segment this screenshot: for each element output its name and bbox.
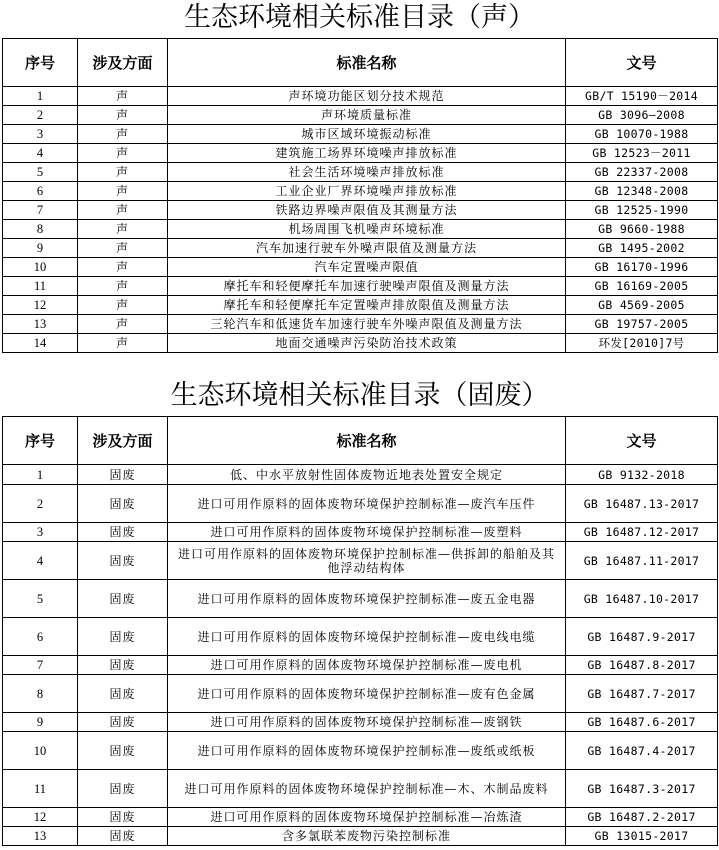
row-number: 7 bbox=[3, 201, 78, 220]
row-standard-code: GB 4569-2005 bbox=[566, 296, 718, 315]
row-aspect: 固废 bbox=[78, 580, 168, 618]
row-standard-name: 进口可用作原料的固体废物环境保护控制标准—废钢铁 bbox=[168, 713, 566, 732]
row-number: 3 bbox=[3, 125, 78, 144]
row-standard-name: 进口可用作原料的固体废物环境保护控制标准—供拆卸的船舶及其他浮动结构体 bbox=[168, 542, 566, 580]
table-row bbox=[3, 182, 718, 201]
row-number: 5 bbox=[3, 580, 78, 618]
row-standard-name: 社会生活环境噪声排放标准 bbox=[168, 163, 566, 182]
col-header-name: 标准名称 bbox=[168, 39, 566, 87]
row-number: 11 bbox=[3, 770, 78, 808]
row-number: 10 bbox=[3, 258, 78, 277]
row-number: 9 bbox=[3, 713, 78, 732]
row-number: 6 bbox=[3, 182, 78, 201]
row-aspect: 固废 bbox=[78, 465, 168, 485]
table-row bbox=[3, 201, 718, 220]
row-aspect: 固废 bbox=[78, 523, 168, 542]
row-number: 1 bbox=[3, 87, 78, 106]
col-header-no: 序号 bbox=[3, 39, 78, 87]
row-standard-code: GB 1495-2002 bbox=[566, 239, 718, 258]
row-standard-code: 环发[2010]7号 bbox=[566, 334, 718, 353]
row-aspect: 固废 bbox=[78, 732, 168, 770]
row-standard-name: 进口可用作原料的固体废物环境保护控制标准—废电机 bbox=[168, 656, 566, 675]
row-standard-code: GB 13015-2017 bbox=[566, 827, 718, 846]
row-aspect: 声 bbox=[78, 315, 168, 334]
row-standard-code: GB 16487.3-2017 bbox=[566, 770, 718, 808]
row-number: 3 bbox=[3, 523, 78, 542]
row-standard-name: 建筑施工场界环境噪声排放标准 bbox=[168, 144, 566, 163]
row-aspect: 声 bbox=[78, 125, 168, 144]
row-aspect: 声 bbox=[78, 296, 168, 315]
row-number: 1 bbox=[3, 465, 78, 485]
table-row bbox=[3, 675, 718, 713]
row-standard-name: 摩托车和轻便摩托车定置噪声排放限值及测量方法 bbox=[168, 296, 566, 315]
row-standard-code: GB 16487.6-2017 bbox=[566, 713, 718, 732]
table-row bbox=[3, 713, 718, 732]
row-number: 5 bbox=[3, 163, 78, 182]
row-standard-code: GB 16487.11-2017 bbox=[566, 542, 718, 580]
col-header-no: 序号 bbox=[3, 417, 78, 465]
row-standard-name: 低、中水平放射性固体废物近地表处置安全规定 bbox=[168, 465, 566, 485]
col-header-std: 文号 bbox=[566, 39, 718, 87]
row-standard-name: 声环境质量标准 bbox=[168, 106, 566, 125]
row-standard-name: 机场周围飞机噪声环境标准 bbox=[168, 220, 566, 239]
row-number: 12 bbox=[3, 296, 78, 315]
row-standard-code: GB 22337-2008 bbox=[566, 163, 718, 182]
row-aspect: 固废 bbox=[78, 808, 168, 827]
col-header-name: 标准名称 bbox=[168, 417, 566, 465]
row-number: 6 bbox=[3, 618, 78, 656]
row-aspect: 声 bbox=[78, 334, 168, 353]
table-row bbox=[3, 523, 718, 542]
row-standard-name: 进口可用作原料的固体废物环境保护控制标准—废五金电器 bbox=[168, 580, 566, 618]
row-aspect: 声 bbox=[78, 201, 168, 220]
table-row bbox=[3, 144, 718, 163]
row-standard-code: GB 16487.8-2017 bbox=[566, 656, 718, 675]
row-standard-code: GB 12525-1990 bbox=[566, 201, 718, 220]
row-aspect: 固废 bbox=[78, 713, 168, 732]
table-row bbox=[3, 770, 718, 808]
row-standard-name: 汽车定置噪声限值 bbox=[168, 258, 566, 277]
row-aspect: 固废 bbox=[78, 827, 168, 846]
row-number: 7 bbox=[3, 656, 78, 675]
row-standard-code: GB 3096—2008 bbox=[566, 106, 718, 125]
solid-waste-standards-table bbox=[2, 416, 718, 846]
table-row bbox=[3, 220, 718, 239]
table-header-row bbox=[3, 417, 718, 465]
row-standard-name: 城市区域环境振动标准 bbox=[168, 125, 566, 144]
row-standard-name: 进口可用作原料的固体废物环境保护控制标准—废汽车压件 bbox=[168, 485, 566, 523]
row-standard-code: GB 16487.4-2017 bbox=[566, 732, 718, 770]
row-standard-name: 三轮汽车和低速货车加速行驶车外噪声限值及测量方法 bbox=[168, 315, 566, 334]
table-row bbox=[3, 465, 718, 485]
row-aspect: 声 bbox=[78, 239, 168, 258]
row-standard-code: GB 16487.10-2017 bbox=[566, 580, 718, 618]
noise-section-title: 生态环境相关标准目录（声） bbox=[184, 2, 535, 33]
section-gap bbox=[0, 353, 719, 375]
table-row bbox=[3, 163, 718, 182]
table-row bbox=[3, 542, 718, 580]
row-aspect: 固废 bbox=[78, 542, 168, 580]
row-standard-code: GB 16487.12-2017 bbox=[566, 523, 718, 542]
table-row bbox=[3, 732, 718, 770]
table-row bbox=[3, 277, 718, 296]
row-aspect: 声 bbox=[78, 163, 168, 182]
row-standard-name: 进口可用作原料的固体废物环境保护控制标准—木、木制品废料 bbox=[168, 770, 566, 808]
row-standard-code: GB 12523－2011 bbox=[566, 144, 718, 163]
row-number: 9 bbox=[3, 239, 78, 258]
table-row bbox=[3, 315, 718, 334]
row-aspect: 固废 bbox=[78, 675, 168, 713]
row-aspect: 声 bbox=[78, 258, 168, 277]
table-row bbox=[3, 239, 718, 258]
row-aspect: 固废 bbox=[78, 485, 168, 523]
row-standard-code: GB 16169-2005 bbox=[566, 277, 718, 296]
row-standard-name: 声环境功能区划分技术规范 bbox=[168, 87, 566, 106]
row-aspect: 声 bbox=[78, 144, 168, 163]
row-number: 11 bbox=[3, 277, 78, 296]
table-row bbox=[3, 87, 718, 106]
row-number: 2 bbox=[3, 106, 78, 125]
row-standard-code: GB 9132-2018 bbox=[566, 465, 718, 485]
table-row bbox=[3, 106, 718, 125]
row-aspect: 固废 bbox=[78, 770, 168, 808]
noise-standards-table bbox=[2, 38, 718, 353]
row-standard-name: 汽车加速行驶车外噪声限值及测量方法 bbox=[168, 239, 566, 258]
table-row bbox=[3, 334, 718, 353]
table-row bbox=[3, 580, 718, 618]
row-standard-code: GB 9660-1988 bbox=[566, 220, 718, 239]
table-row bbox=[3, 808, 718, 827]
table-row bbox=[3, 125, 718, 144]
row-number: 8 bbox=[3, 675, 78, 713]
row-aspect: 声 bbox=[78, 277, 168, 296]
row-number: 12 bbox=[3, 808, 78, 827]
row-standard-code: GB 10070-1988 bbox=[566, 125, 718, 144]
row-standard-code: GB 19757-2005 bbox=[566, 315, 718, 334]
row-number: 13 bbox=[3, 315, 78, 334]
row-standard-name: 摩托车和轻便摩托车加速行驶噪声限值及测量方法 bbox=[168, 277, 566, 296]
row-standard-code: GB 16487.7-2017 bbox=[566, 675, 718, 713]
row-standard-code: GB 16487.13-2017 bbox=[566, 485, 718, 523]
row-number: 13 bbox=[3, 827, 78, 846]
row-number: 2 bbox=[3, 485, 78, 523]
row-standard-name: 进口可用作原料的固体废物环境保护控制标准—废塑料 bbox=[168, 523, 566, 542]
col-header-std: 文号 bbox=[566, 417, 718, 465]
row-standard-name: 进口可用作原料的固体废物环境保护控制标准—冶炼渣 bbox=[168, 808, 566, 827]
row-number: 4 bbox=[3, 144, 78, 163]
table-row bbox=[3, 618, 718, 656]
solid-waste-section-title: 生态环境相关标准目录（固废） bbox=[170, 380, 549, 411]
row-standard-name: 进口可用作原料的固体废物环境保护控制标准—废有色金属 bbox=[168, 675, 566, 713]
row-standard-name: 进口可用作原料的固体废物环境保护控制标准—废纸或纸板 bbox=[168, 732, 566, 770]
row-aspect: 固废 bbox=[78, 656, 168, 675]
row-aspect: 固废 bbox=[78, 618, 168, 656]
row-standard-name: 地面交通噪声污染防治技术政策 bbox=[168, 334, 566, 353]
row-standard-name: 工业企业厂界环境噪声排放标准 bbox=[168, 182, 566, 201]
row-number: 8 bbox=[3, 220, 78, 239]
table-row bbox=[3, 296, 718, 315]
table-row bbox=[3, 656, 718, 675]
col-header-aspect: 涉及方面 bbox=[78, 39, 168, 87]
col-header-aspect: 涉及方面 bbox=[78, 417, 168, 465]
row-standard-code: GB 16487.9-2017 bbox=[566, 618, 718, 656]
row-aspect: 声 bbox=[78, 87, 168, 106]
row-aspect: 声 bbox=[78, 220, 168, 239]
row-standard-code: GB 12348-2008 bbox=[566, 182, 718, 201]
row-aspect: 声 bbox=[78, 182, 168, 201]
row-standard-name: 进口可用作原料的固体废物环境保护控制标准—废电线电缆 bbox=[168, 618, 566, 656]
table-row bbox=[3, 827, 718, 846]
row-number: 10 bbox=[3, 732, 78, 770]
table-row bbox=[3, 258, 718, 277]
table-row bbox=[3, 485, 718, 523]
row-standard-code: GB 16170-1996 bbox=[566, 258, 718, 277]
row-standard-code: GB 16487.2-2017 bbox=[566, 808, 718, 827]
row-number: 4 bbox=[3, 542, 78, 580]
table-header-row bbox=[3, 39, 718, 87]
row-standard-code: GB/T 15190－2014 bbox=[566, 87, 718, 106]
row-aspect: 声 bbox=[78, 106, 168, 125]
row-number: 14 bbox=[3, 334, 78, 353]
row-standard-name: 含多氯联苯废物污染控制标准 bbox=[168, 827, 566, 846]
row-standard-name: 铁路边界噪声限值及其测量方法 bbox=[168, 201, 566, 220]
